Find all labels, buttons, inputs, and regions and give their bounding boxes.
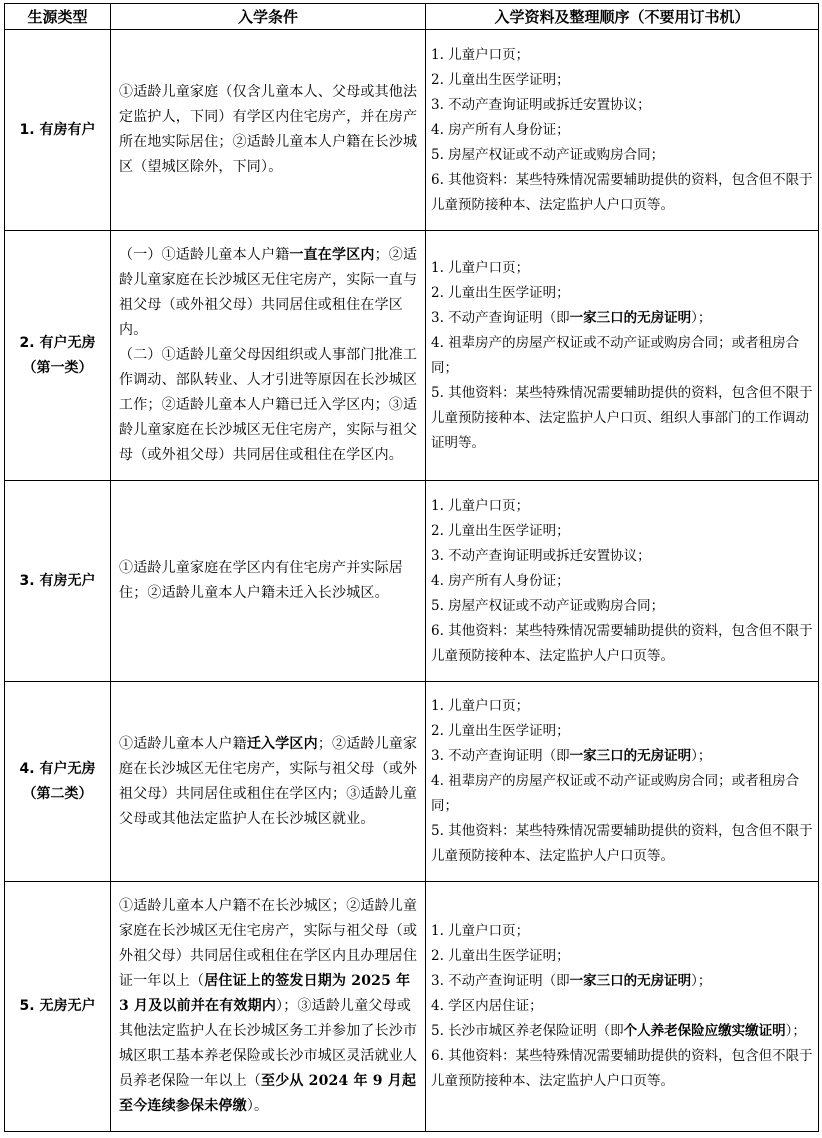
document-item bbox=[431, 281, 814, 306]
text-segment: 4. 祖辈房产的房屋产权证或不动产证或购房合同；或者租房合同； bbox=[431, 334, 800, 376]
document-item bbox=[431, 919, 814, 944]
text-segment: 5. 房屋产权证或不动产证或购房合同； bbox=[431, 146, 665, 163]
document-item bbox=[431, 569, 814, 594]
document-item bbox=[431, 944, 814, 969]
text-segment: ）； bbox=[691, 973, 712, 989]
conditions-cell bbox=[111, 481, 426, 682]
text-segment: 5. 其他资料：某些特殊情况需要辅助提供的资料，包含但不限于儿童预防接种本、法定监护人户口页、组织人事部门的工作调动证明等。 bbox=[431, 384, 813, 451]
text-segment: 6. 其他资料：某些特殊情况需要辅助提供的资料，包含但不限于儿童预防接种本、法定监护人户口页等。 bbox=[431, 622, 813, 664]
text-segment: 4. 祖辈房产的房屋产权证或不动产证或购房合同；或者租房合同； bbox=[431, 773, 800, 814]
text-segment: 6. 其他资料：某些特殊情况需要辅助提供的资料，包含但不限于儿童预防接种本、法定监护人户口页等。 bbox=[431, 171, 813, 213]
text-segment: ）； bbox=[691, 748, 712, 764]
document-item bbox=[431, 43, 814, 68]
emphasis-text: 居住证上的签发日期为 2025 年 3 月及以前并在有效期内 bbox=[119, 973, 411, 1014]
text-segment: 1. 儿童户口页； bbox=[431, 923, 530, 939]
text-segment: 3. 不动产查询证明或拆迁安置协议； bbox=[431, 96, 651, 113]
document-item bbox=[431, 719, 814, 744]
document-item bbox=[431, 519, 814, 544]
student-type-label: 4. 有户无房 bbox=[19, 760, 96, 777]
student-type-sublabel: （第一类） bbox=[22, 359, 93, 376]
documents-cell bbox=[426, 682, 819, 882]
emphasis-text: 一家三口的无房证明 bbox=[569, 748, 692, 764]
text-segment: 5. 其他资料：某些特殊情况需要辅助提供的资料，包含但不限于儿童预防接种本、法定监护人户口页等。 bbox=[431, 823, 813, 864]
conditions-cell bbox=[111, 882, 426, 1132]
student-type-label: 1. 有房有户 bbox=[19, 121, 96, 138]
document-item bbox=[431, 594, 814, 619]
text-segment: 2. 儿童出生医学证明； bbox=[431, 948, 570, 964]
student-type-cell bbox=[5, 882, 111, 1132]
document-item bbox=[431, 619, 814, 669]
document-item bbox=[431, 306, 814, 331]
documents-cell bbox=[426, 30, 819, 231]
header-enrollment-conditions: 入学条件 bbox=[111, 4, 426, 30]
text-segment: （一）①适龄儿童本人户籍 bbox=[119, 247, 290, 263]
emphasis-text: 一家三口的无房证明 bbox=[569, 973, 692, 989]
document-item bbox=[431, 331, 814, 381]
document-item bbox=[431, 381, 814, 456]
text-segment: 5. 长沙市城区养老保险证明（即 bbox=[431, 1023, 624, 1039]
table-row bbox=[5, 682, 819, 882]
text-segment: ①适龄儿童家庭在学区内有住宅房产并实际居住；②适龄儿童本人户籍未迁入长沙城区。 bbox=[119, 560, 403, 601]
text-segment: ①适龄儿童本人户籍不在长沙城区；②适龄儿童家庭在长沙城区无住宅房产，实际与祖父母（或外祖父母）共同居住或租住在学区内且办理居住证一年以上（ bbox=[119, 898, 418, 989]
text-segment: 4. 房产所有人身份证； bbox=[431, 572, 570, 589]
documents-cell bbox=[426, 481, 819, 682]
document-item bbox=[431, 68, 814, 93]
student-type-cell bbox=[5, 682, 111, 882]
text-segment: 3. 不动产查询证明（即 bbox=[431, 973, 570, 989]
conditions-text bbox=[119, 80, 419, 180]
conditions-cell bbox=[111, 30, 426, 231]
text-segment: ①适龄儿童家庭（仅含儿童本人、父母或其他法定监护人，下同）有学区内住宅房产，并在房产所在地实际居住；②适龄儿童本人户籍在长沙城区（望城区除外，下同）。 bbox=[119, 84, 418, 175]
document-item bbox=[431, 969, 814, 994]
emphasis-text: 个人养老保险应缴实缴证明 bbox=[623, 1023, 786, 1039]
text-segment: 2. 儿童出生医学证明； bbox=[431, 522, 570, 539]
student-type-cell bbox=[5, 231, 111, 481]
text-segment: （二）①适龄儿童父母因组织或人事部门批准工作调动、部队转业、人才引进等原因在长沙城区工作；②适龄儿童本人户籍已迁入学区内；③适龄儿童家庭在长沙城区无住宅房产，实际与祖父母（或外祖父母）共同居住或租住在学区内。 bbox=[119, 347, 418, 463]
document-item bbox=[431, 256, 814, 281]
student-type-cell bbox=[5, 481, 111, 682]
header-student-type: 生源类型 bbox=[5, 4, 111, 30]
document-item bbox=[431, 744, 814, 769]
text-segment: 4. 房产所有人身份证； bbox=[431, 121, 570, 138]
text-segment: ）。 bbox=[246, 1098, 269, 1114]
conditions-text-part1 bbox=[119, 243, 419, 343]
student-type-cell bbox=[5, 30, 111, 231]
table-header-row bbox=[5, 4, 819, 30]
text-segment: 1. 儿童户口页； bbox=[431, 698, 530, 714]
document-item bbox=[431, 118, 814, 143]
documents-list bbox=[431, 43, 814, 218]
student-type-label: 3. 有房无户 bbox=[19, 572, 96, 589]
conditions-cell bbox=[111, 682, 426, 882]
text-segment: 2. 儿童出生医学证明； bbox=[431, 284, 570, 301]
document-item bbox=[431, 694, 814, 719]
table-row bbox=[5, 231, 819, 481]
document-item bbox=[431, 544, 814, 569]
text-segment: 2. 儿童出生医学证明； bbox=[431, 71, 570, 88]
emphasis-text: 一家三口的无房证明 bbox=[569, 309, 692, 326]
documents-list bbox=[431, 919, 814, 1094]
conditions-text bbox=[119, 894, 419, 1119]
emphasis-text: 迁入学区内 bbox=[246, 735, 318, 752]
documents-list bbox=[431, 256, 814, 456]
student-type-label: 2. 有户无房 bbox=[19, 334, 96, 351]
documents-list bbox=[431, 494, 814, 669]
text-segment: ）； bbox=[785, 1023, 806, 1039]
text-segment: 6. 其他资料：某些特殊情况需要辅助提供的资料，包含但不限于儿童预防接种本、法定监护人户口页等。 bbox=[431, 1048, 813, 1089]
text-segment: 1. 儿童户口页； bbox=[431, 259, 530, 276]
header-documents-order: 入学资料及整理顺序（不要用订书机） bbox=[426, 4, 819, 30]
conditions-cell bbox=[111, 231, 426, 481]
documents-cell bbox=[426, 882, 819, 1132]
text-segment: 5. 房屋产权证或不动产证或购房合同； bbox=[431, 597, 665, 614]
text-segment: ）；③适龄儿童父母或其他法定监护人在长沙城区务工并参加了长沙市城区职工基本养老保险或长沙市城区灵活就业人员养老保险一年以上（ bbox=[119, 998, 418, 1089]
text-segment: 3. 不动产查询证明或拆迁安置协议； bbox=[431, 547, 651, 564]
emphasis-text: 一直在学区内 bbox=[289, 247, 375, 263]
document-item bbox=[431, 494, 814, 519]
text-segment: 1. 儿童户口页； bbox=[431, 46, 530, 63]
enrollment-requirements-table bbox=[4, 3, 819, 1132]
text-segment: 3. 不动产查询证明（即 bbox=[431, 748, 570, 764]
document-item bbox=[431, 1019, 814, 1044]
table-row bbox=[5, 481, 819, 682]
document-item bbox=[431, 769, 814, 819]
document-item bbox=[431, 168, 814, 218]
document-item bbox=[431, 819, 814, 869]
document-item bbox=[431, 143, 814, 168]
student-type-sublabel: （第二类） bbox=[22, 785, 93, 802]
student-type-label: 5. 无房无户 bbox=[19, 998, 96, 1014]
emphasis-text: 至少从 2024 年 9 月起至今连续参保未停缴 bbox=[119, 1073, 417, 1114]
text-segment: 3. 不动产查询证明（即 bbox=[431, 309, 570, 326]
text-segment: 4. 学区内居住证； bbox=[431, 998, 543, 1014]
conditions-text-part2 bbox=[119, 343, 419, 468]
text-segment: 2. 儿童出生医学证明； bbox=[431, 723, 570, 739]
documents-list bbox=[431, 694, 814, 869]
table-row bbox=[5, 30, 819, 231]
document-item bbox=[431, 994, 814, 1019]
text-segment: 1. 儿童户口页； bbox=[431, 497, 530, 514]
document-item bbox=[431, 93, 814, 118]
conditions-text bbox=[119, 556, 419, 606]
documents-cell bbox=[426, 231, 819, 481]
conditions-text bbox=[119, 732, 419, 832]
text-segment: ）； bbox=[691, 309, 712, 326]
document-item bbox=[431, 1044, 814, 1094]
text-segment: ①适龄儿童本人户籍 bbox=[119, 735, 247, 752]
text-segment: ；②适龄儿童家庭在长沙城区无住宅房产，实际与祖父母（或外祖父母）共同居住或租住在学区内；③适龄儿童父母或其他法定监护人在长沙城区就业。 bbox=[119, 735, 418, 827]
table-row bbox=[5, 882, 819, 1132]
text-segment: ；②适龄儿童家庭在长沙城区无住宅房产，实际一直与祖父母（或外祖父母）共同居住或租住在学区内。 bbox=[119, 247, 418, 338]
